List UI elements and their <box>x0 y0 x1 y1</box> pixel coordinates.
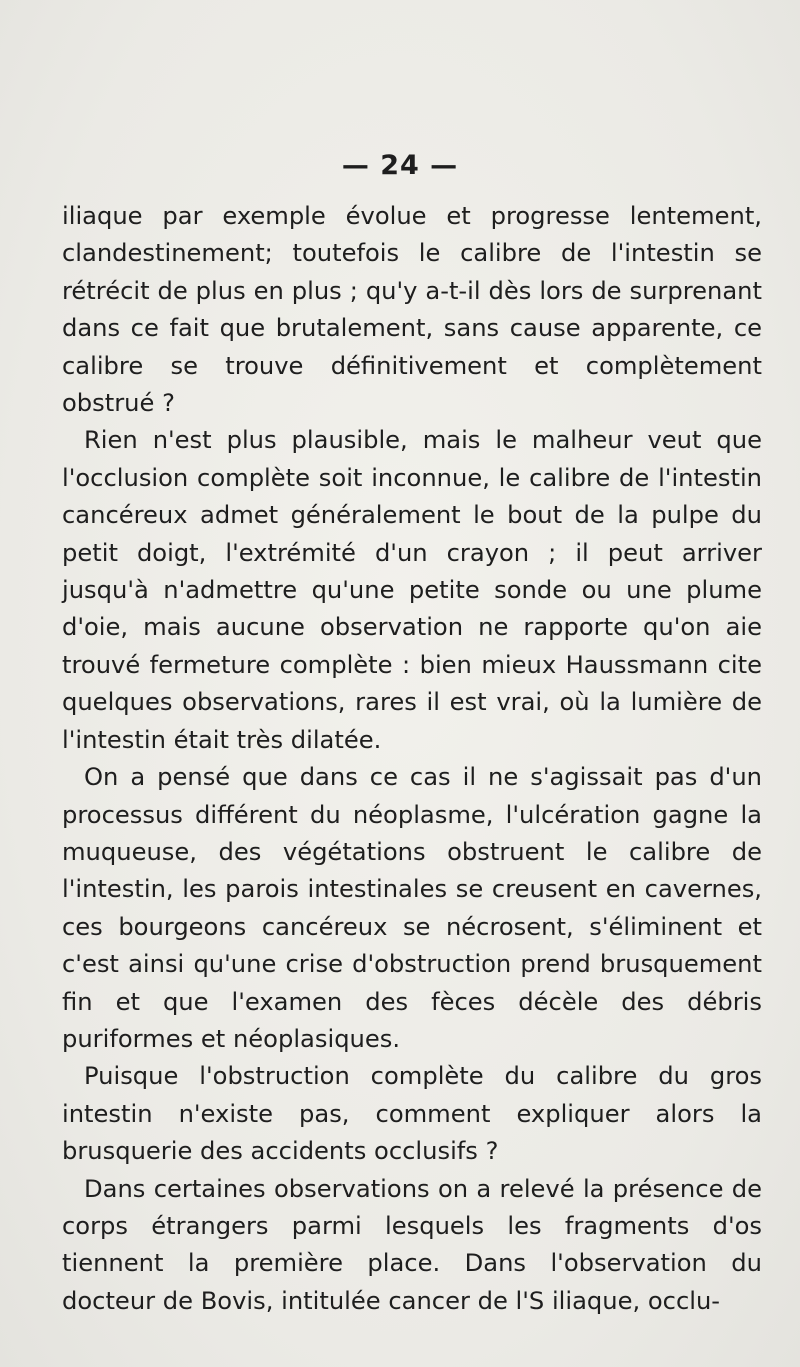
paragraph-3: On a pensé que dans ce cas il ne s'agissait pas d'un processus différent du néoplasme, l'ulcération gagne la muqueuse, des végétations obstruent le calibre de l'intestin, les parois intestinales se creusent en cavernes, ces bourgeons cancéreux se nécrosent, s'éliminent et c'est ainsi qu'une crise d'obstruction prend brusquement fin et que l'examen des fèces décèle des débris puriformes et néoplasiques. <box>62 763 762 1053</box>
paragraph-5: Dans certaines observations on a relevé la présence de corps étrangers parmi lesquels les fragments d'os tiennent la première place. Dans l'observation du docteur de Bovis, intitulée cancer de l'S iliaque, occlu- <box>62 1174 762 1315</box>
paragraph-1: iliaque par exemple évolue et progresse lentement, clandestinement; toutefois le calibre de l'intestin se rétrécit de plus en plus ; qu'y a-t-il dès lors de surprenant dans ce fait que brutalement, sans cause apparente, ce calibre se trouve définitivement et complètement obstrué ? <box>62 202 762 418</box>
page-number: — 24 — <box>341 150 459 181</box>
paragraph-2: Rien n'est plus plausible, mais le malheur veut que l'occlusion complète soit inconnue, le calibre de l'intestin cancéreux admet généralement le bout de la pulpe du petit doigt, l'extrémité d'un crayon ; il peut arriver jusqu'à n'admettre qu'une petite sonde ou une plume d'oie, mais aucune observation ne rapporte qu'on aie trouvé fermeture complète : bien mieux Haussmann cite quelques observations, rares il est vrai, où la lumière de l'intestin était très dilatée. <box>62 426 762 754</box>
paragraph-4: Puisque l'obstruction complète du calibre du gros intestin n'existe pas, comment expliquer alors la brusquerie des accidents occlusifs ? <box>62 1062 762 1166</box>
body-text <box>62 198 762 1320</box>
